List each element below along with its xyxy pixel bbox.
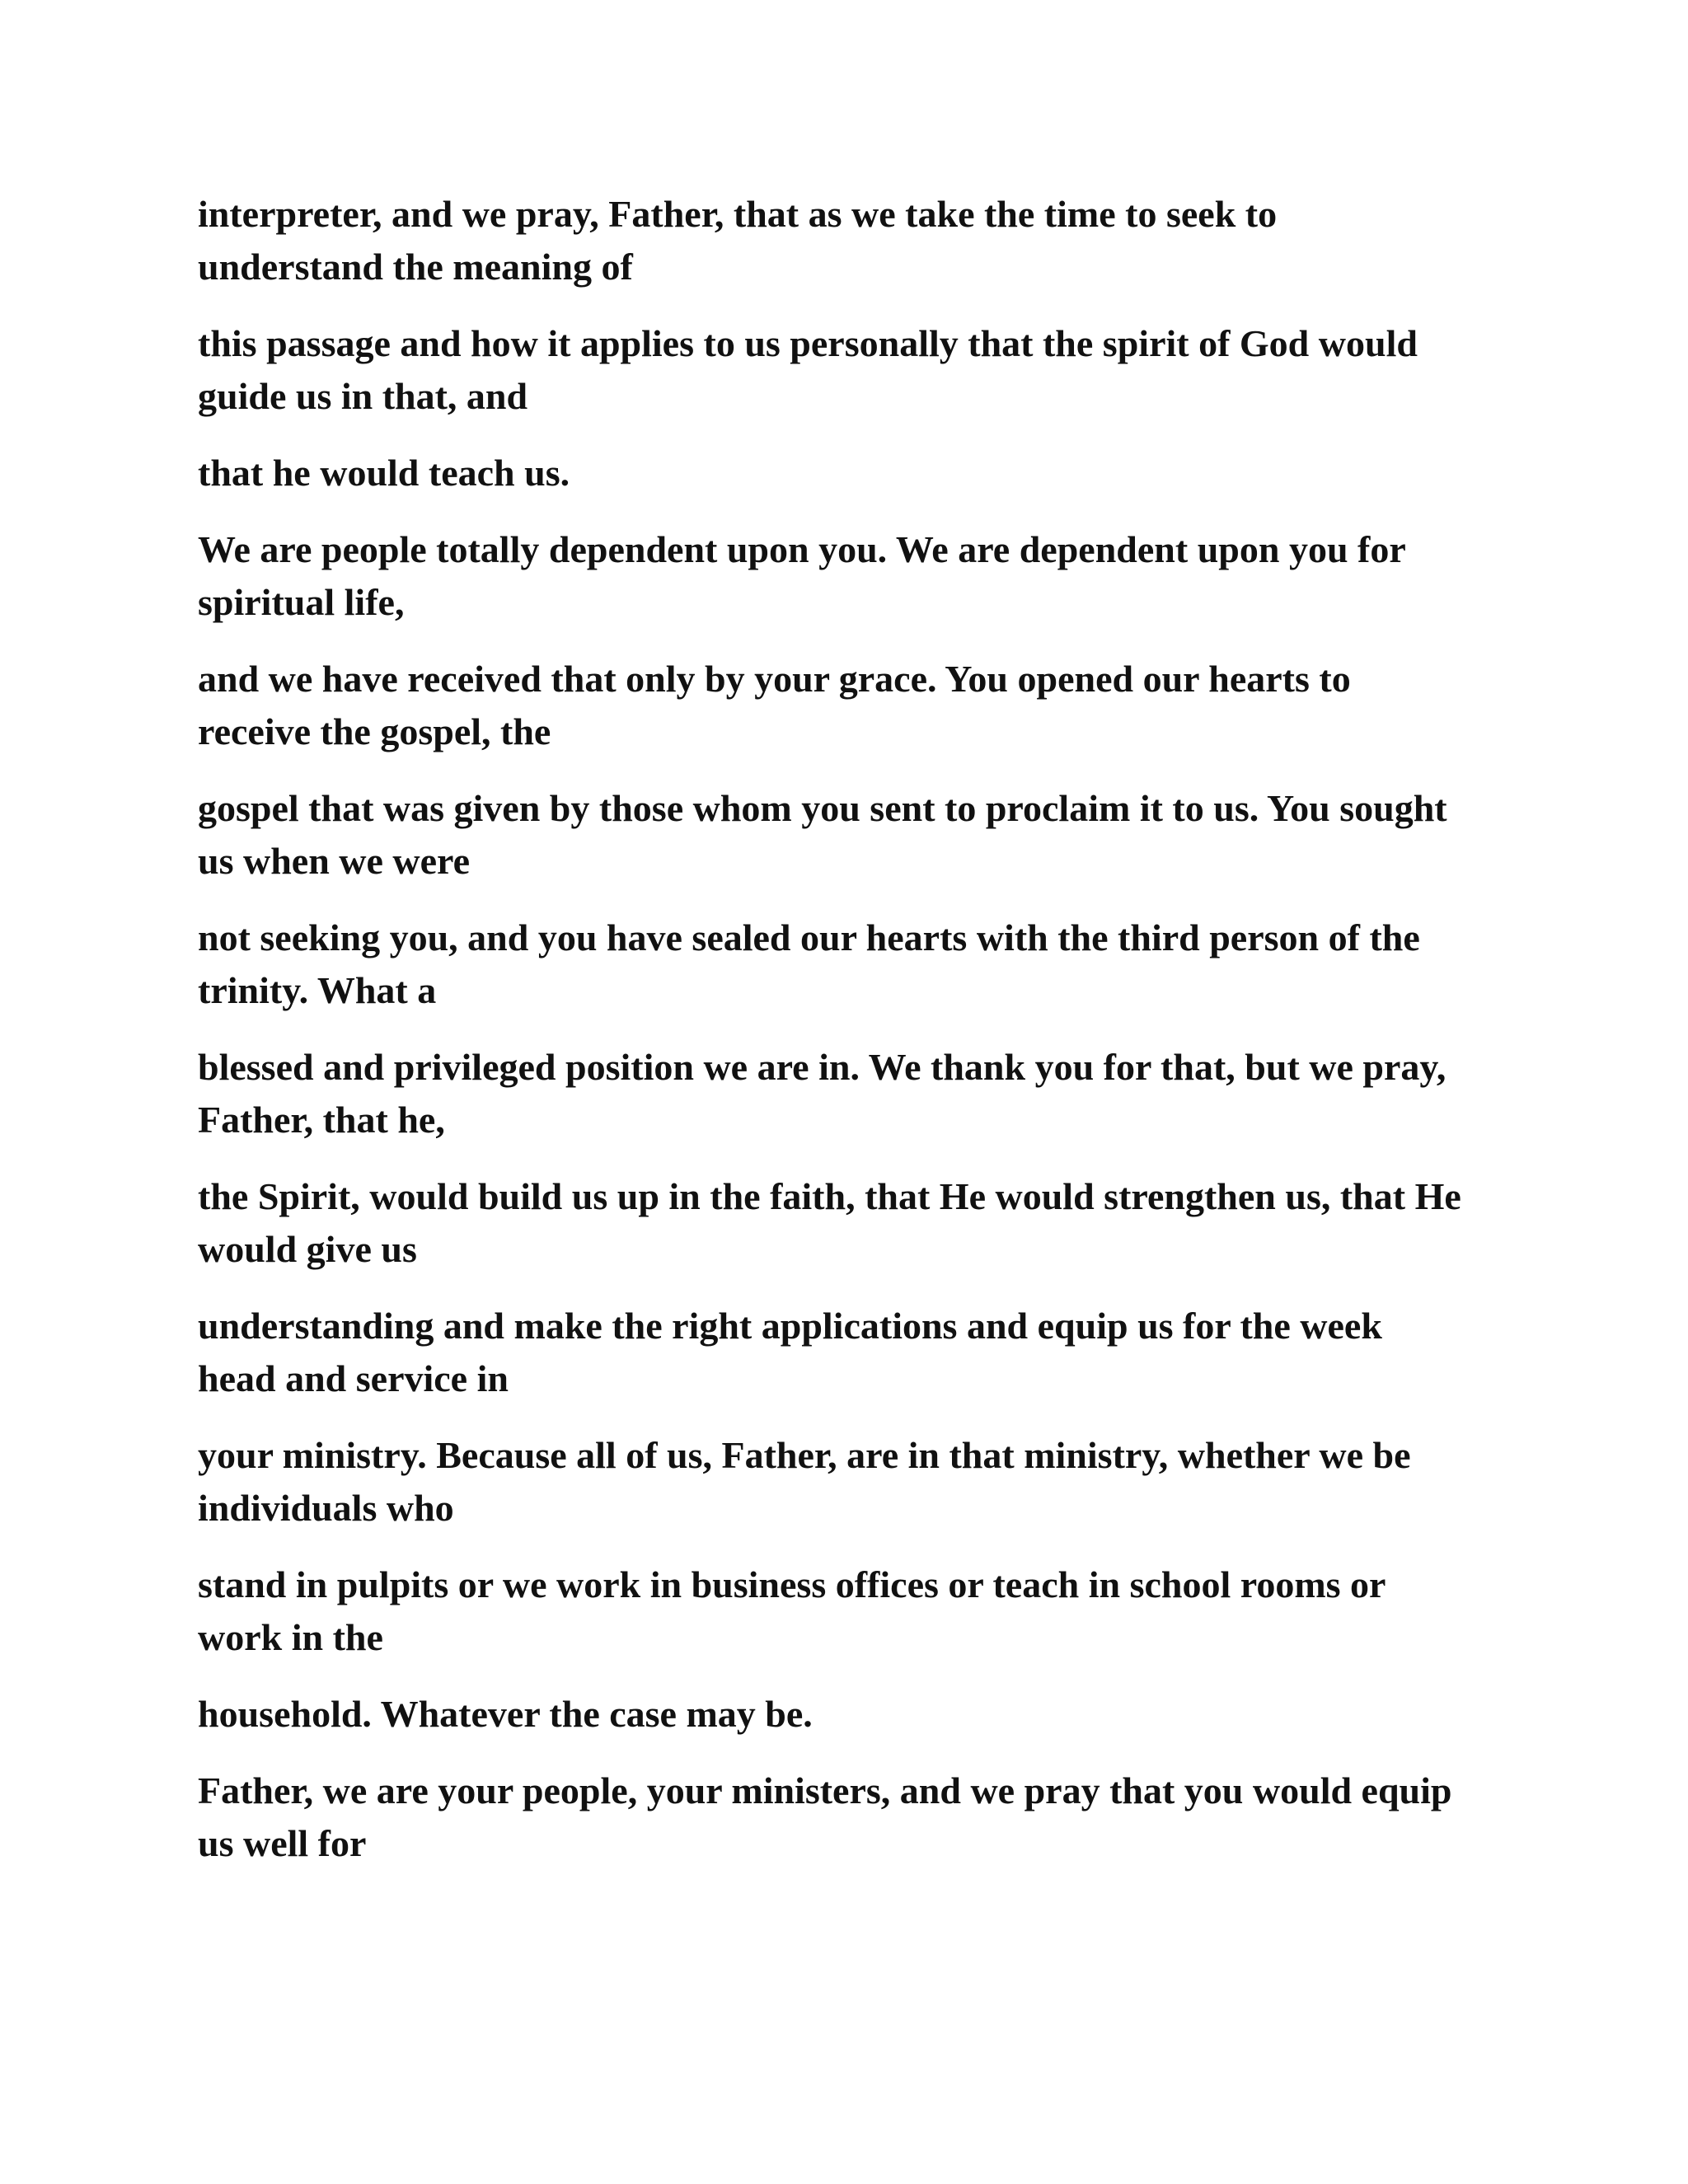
paragraph [198,1558,1508,1664]
text-line: not seeking you, and you have sealed our hearts with the third person of the [198,916,1420,958]
text-line: individuals who [198,1487,454,1529]
text-line: Father, that he, [198,1099,445,1141]
document-body [198,188,1508,1870]
text-line: household. Whatever the case may be. [198,1693,813,1735]
text-line: that he would teach us. [198,452,570,494]
paragraph [198,1170,1508,1276]
paragraph [198,653,1508,758]
paragraph [198,1300,1508,1405]
text-line: head and service in [198,1357,509,1399]
paragraph [198,1765,1508,1870]
text-line: spiritual life, [198,581,405,623]
text-line: Father, we are your people, your ministers, and we pray that you would equip [198,1769,1452,1811]
text-line: us when we were [198,840,471,882]
text-line: the Spirit, would build us up in the faith, that He would strengthen us, that He [198,1175,1461,1217]
paragraph [198,1041,1508,1146]
text-line: this passage and how it applies to us personally that the spirit of God would [198,322,1418,364]
text-line: trinity. What a [198,969,437,1011]
text-line: We are people totally dependent upon you. We are dependent upon you for [198,528,1406,570]
text-line: would give us [198,1228,417,1270]
paragraph [198,1429,1508,1535]
text-line: understanding and make the right applications and equip us for the week [198,1305,1382,1347]
paragraph [198,188,1508,293]
paragraph [198,912,1508,1017]
text-line: understand the meaning of [198,246,633,288]
text-line: receive the gospel, the [198,710,551,752]
paragraph [198,317,1508,423]
text-line: interpreter, and we pray, Father, that as we take the time to seek to [198,193,1278,235]
text-line: us well for [198,1822,367,1864]
text-line: work in the [198,1616,383,1658]
paragraph [198,447,1508,499]
text-line: guide us in that, and [198,375,528,417]
text-line: blessed and privileged position we are in. We thank you for that, but we pray, [198,1046,1447,1088]
paragraph [198,523,1508,629]
text-line: stand in pulpits or we work in business offices or teach in school rooms or [198,1563,1386,1605]
text-line: your ministry. Because all of us, Father, are in that ministry, whether we be [198,1434,1411,1476]
paragraph [198,782,1508,888]
paragraph [198,1688,1508,1741]
text-line: gospel that was given by those whom you sent to proclaim it to us. You sought [198,787,1447,829]
text-line: and we have received that only by your grace. You opened our hearts to [198,658,1351,700]
